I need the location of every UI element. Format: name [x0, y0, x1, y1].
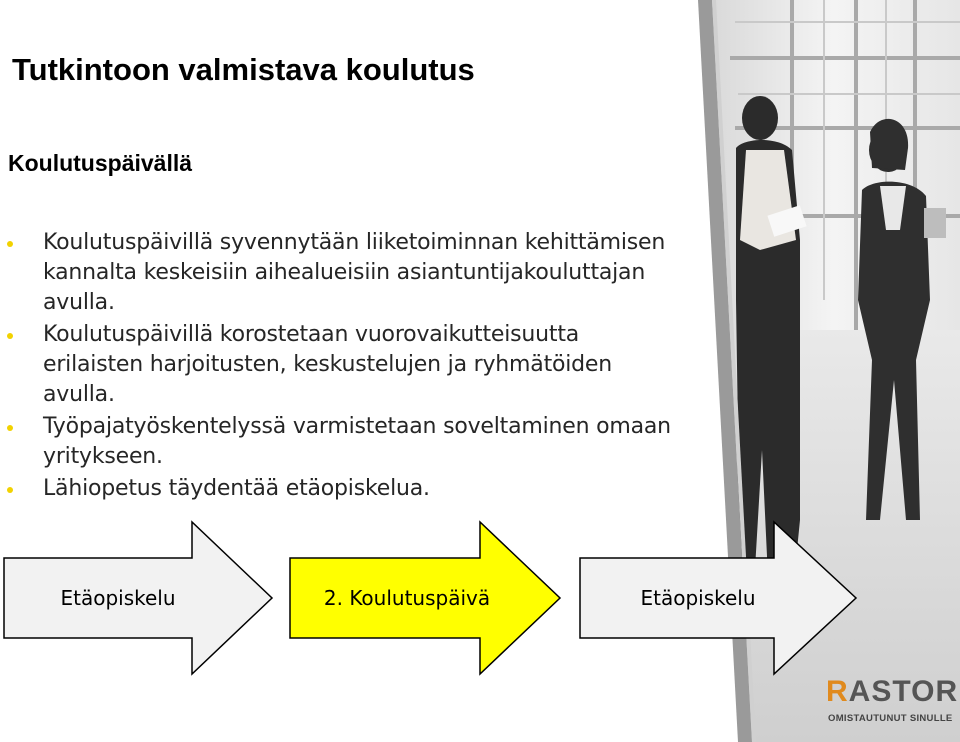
bullet-item	[0, 474, 680, 504]
logo-tagline: OMISTAUTUNUT SINULLE	[828, 713, 953, 724]
bullet-dot-icon	[7, 333, 13, 339]
bullet-text: Koulutuspäivillä syvennytään liiketoiminnan kehittämisen kannalta keskeisiin aihealueisiin asiantuntijakouluttajan avulla.	[43, 230, 666, 315]
rastor-logo	[822, 673, 959, 733]
bullet-dot-icon	[7, 241, 13, 247]
bullet-item	[0, 320, 680, 410]
bullet-item	[0, 412, 680, 472]
bullet-dot-icon	[7, 487, 13, 493]
bullet-text: Koulutuspäivillä korostetaan vuorovaikutteisuutta erilaisten harjoitusten, keskustelujen ja ryhmätöiden avulla.	[43, 322, 613, 407]
flow-label-1: Etäopiskelu	[60, 586, 176, 610]
bullet-list	[0, 228, 680, 506]
slide-subtitle: Koulutuspäivällä	[8, 150, 193, 176]
process-flow	[0, 520, 870, 680]
bullet-text: Lähiopetus täydentää etäopiskelua.	[43, 476, 430, 501]
bullet-item	[0, 228, 680, 318]
bullet-dot-icon	[7, 425, 13, 431]
logo-brand: RASTOR	[826, 675, 959, 708]
flow-label-2: 2. Koulutuspäivä	[323, 586, 491, 610]
flow-label-3: Etäopiskelu	[640, 586, 756, 610]
bullet-text: Työpajatyöskentelyssä varmistetaan soveltaminen omaan yritykseen.	[43, 414, 671, 469]
slide-title: Tutkintoon valmistava koulutus	[12, 52, 475, 87]
